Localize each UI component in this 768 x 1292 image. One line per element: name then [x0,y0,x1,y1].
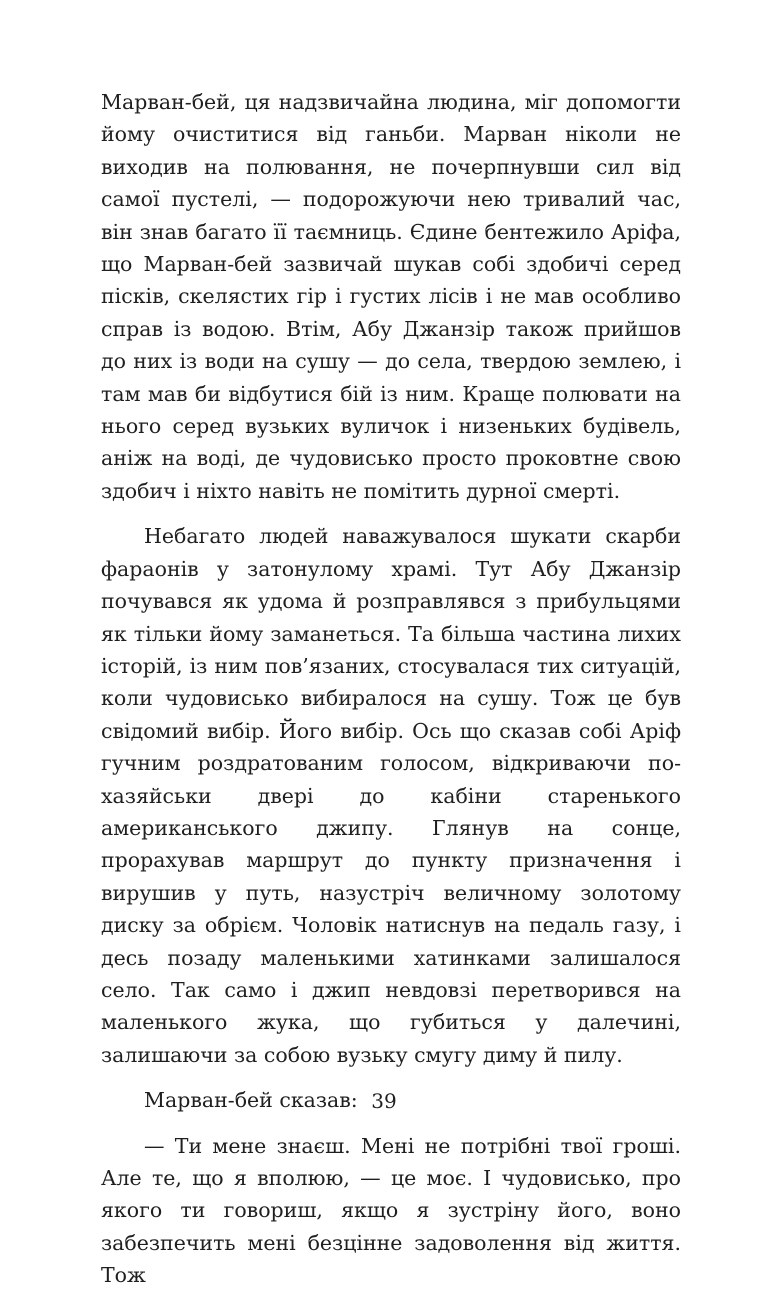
paragraph-2: Небагато людей наважувалося шукати скарби фараонів у затонулому храмі. Тут Абу Джанзір почувався як удома й розправлявся з прибульцями як тільки йому заманеться. Та більша частина лихих історій, із ним пов’язаних, стосувалася тих ситуацій, коли чудовисько вибиралося на сушу. Тож це був свідомий вибір. Його вибір. Ось що сказав собі Аріф гучним роздратованим голосом, відкриваючи по-хазяйськи двері до кабіни старенького американського джипу. Глянув на сонце, прорахував маршрут до пункту призначення і вирушив у путь, назустріч величному золотому диску за обрієм. Чоловік натиснув на педаль газу, і десь позаду маленькими хатинками залишалося село. Так само і джип невдовзі перетворився на маленького жука, що губиться у далечині, залишаючи за собою вузьку смугу диму й пилу. [101,524,681,1067]
paragraph-3: Марван-бей сказав: [144,1088,358,1113]
paragraph-1: Марван-бей, ця надзвичайна людина, міг допомогти йому очиститися від ганьби. Марван ніколи не виходив на полювання, не почерпнувши сил від самої пустелі, — подорожуючи нею тривалий час, він знав багато її таємниць. Єдине бентежило Аріфа, що Марван-бей зазвичай шукав собі здобичі серед пісків, скелястих гір і густих лісів і не мав особливо справ із водою. Втім, Абу Джанзір також прийшов до них із води на сушу — до села, твердою землею, і там мав би відбутися бій із ним. Краще полювати на нього серед вузьких вуличок і низеньких будівель, аніж на воді, де чудовисько просто проковтне свою здобич і ніхто навіть не помітить дурної смерті. [101,90,681,503]
page-number: 39 [371,1089,397,1113]
paragraph-4: — Ти мене знаєш. Мені не потрібні твої гроші. Але те, що я вполюю, — це моє. І чудовисько, про якого ти говориш, якщо я зустріну його, воно забезпечить мені безцінне задоволення від життя. Тож [101,1133,681,1288]
